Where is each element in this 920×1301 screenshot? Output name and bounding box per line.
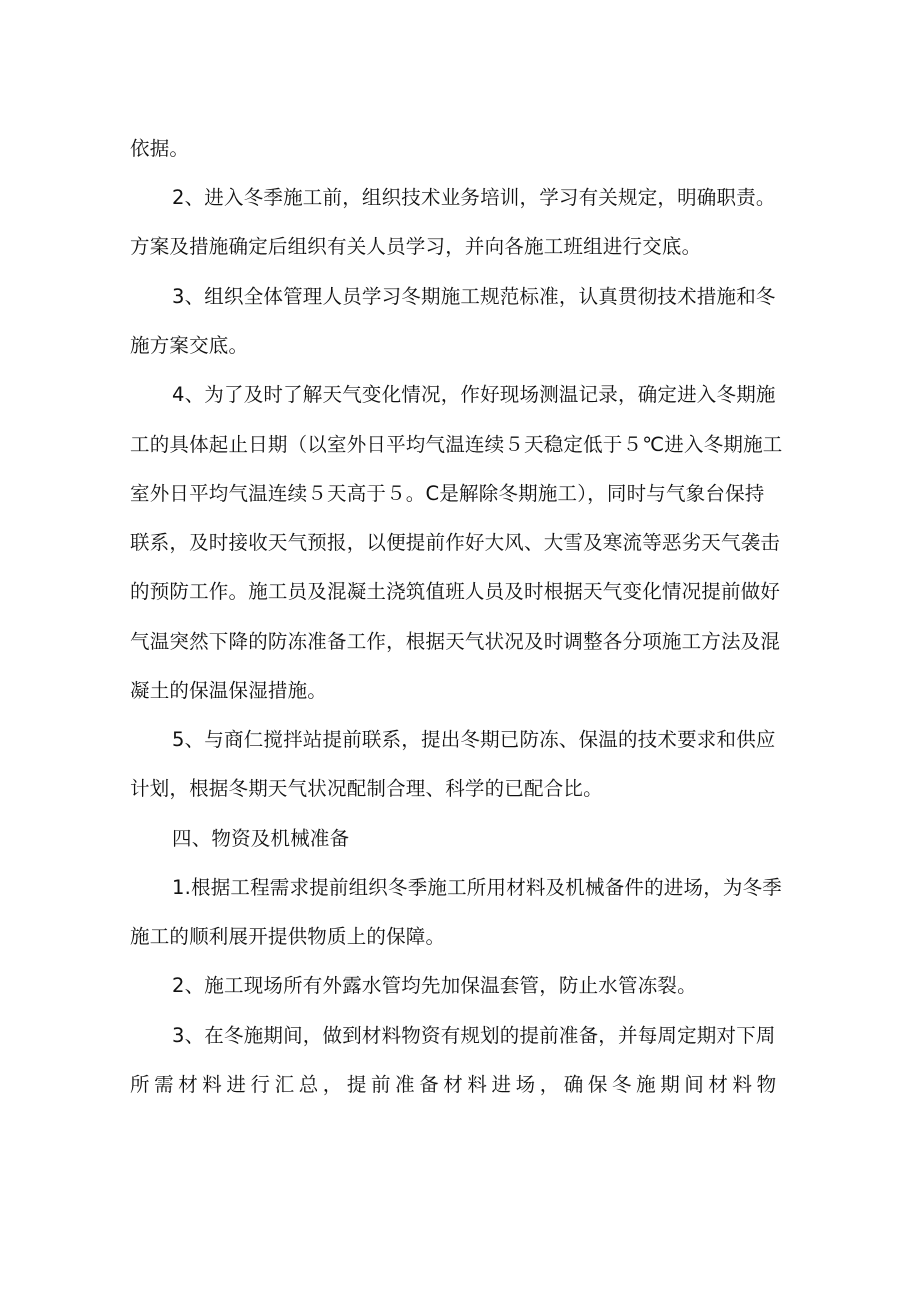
- text-line: 气温突然下降的防冻准备工作，根据天气状况及时调整各分项施工方法及混: [130, 630, 781, 653]
- text-line: 依据。: [130, 137, 190, 160]
- section-heading: 四、物资及机械准备: [172, 827, 350, 850]
- section-item-2-line-1: 2、施工现场所有外露水管均先加保温套管，防止水管冻裂。: [172, 974, 697, 997]
- section-item-1-line-1: 1.根据工程需求提前组织冬季施工所用材料及机械备件的进场，为冬季: [172, 876, 783, 899]
- text-line: 室外日平均气温连续５天高于５。C是解除冬期施工），同时与气象台保持: [130, 482, 765, 505]
- paragraph-4-line-1: 4、为了及时了解天气变化情况，作好现场测温记录，确定进入冬期施: [172, 383, 776, 406]
- paragraph-5-line-1: 5、与商仁搅拌站提前联系，提出冬期已防冻、保温的技术要求和供应: [172, 728, 776, 751]
- text-line: 方案及措施确定后组织有关人员学习，并向各施工班组进行交底。: [130, 235, 702, 258]
- text-line: 计划，根据冬期天气状况配制合理、科学的已配合比。: [130, 777, 603, 800]
- text-line: 所需材料进行汇总，提前准备材料进场，确保冬施期间材料物: [130, 1073, 781, 1096]
- text-line: 凝土的保温保湿措施。: [130, 679, 328, 702]
- text-line: 施方案交底。: [130, 334, 249, 357]
- text-line: 施工的顺利展开提供物质上的保障。: [130, 925, 446, 948]
- text-line: 工的具体起止日期（以室外日平均气温连续５天稳定低于５℃进入冬期施工: [130, 433, 783, 456]
- paragraph-2-line-1: 2、进入冬季施工前，组织技术业务培训，学习有关规定，明确职责。: [172, 186, 776, 209]
- text-line: 联系，及时接收天气预报，以便提前作好大风、大雪及寒流等恶劣天气袭击: [130, 531, 781, 554]
- section-item-3-line-1: 3、在冬施期间，做到材料物资有规划的提前准备，并每周定期对下周: [172, 1024, 776, 1047]
- paragraph-3-line-1: 3、组织全体管理人员学习冬期施工规范标准，认真贯彻技术措施和冬: [172, 285, 776, 308]
- text-line: 的预防工作。施工员及混凝土浇筑值班人员及时根据天气变化情况提前做好: [130, 580, 781, 603]
